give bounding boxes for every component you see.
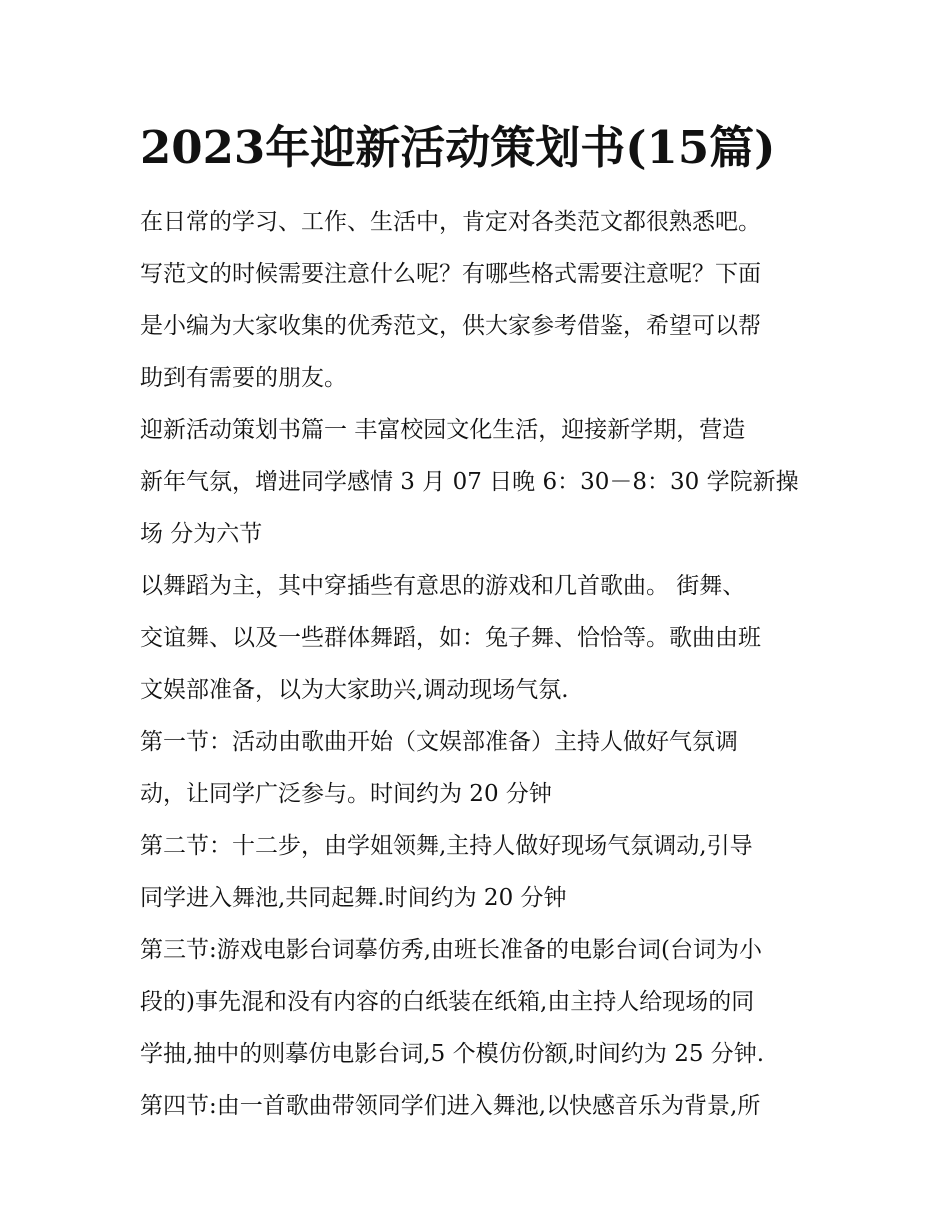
paragraph-part-two: 第二节：十二步，由学姐领舞,主持人做好现场气氛调动,引导 同学进入舞池,共同起舞.时间约为 20 分钟	[140, 833, 753, 911]
paragraph-part-four: 第四节:由一首歌曲带领同学们进入舞池,以快感音乐为背景,所	[140, 1093, 761, 1119]
document-title: 2023年迎新活动策划书(15篇)	[140, 121, 776, 174]
paragraph-part-three: 第三节:游戏电影台词摹仿秀,由班长准备的电影台词(台词为小 段的)事先混和没有内容的白纸装在纸箱,由主持人给现场的同 学抽,抽中的则摹仿电影台词,5 个模仿份额,时间约为 25 分钟.	[140, 937, 765, 1067]
paragraph-section-one: 迎新活动策划书篇一 丰富校园文化生活，迎接新学期，营造 新年气氛，增进同学感情 3 月 07 日晚 6：30－8：30 学院新操 场 分为六节	[140, 417, 799, 547]
document-body	[140, 196, 820, 1132]
paragraph-dance-overview: 以舞蹈为主，其中穿插些有意思的游戏和几首歌曲。 街舞、 交谊舞、以及一些群体舞蹈，如：兔子舞、恰恰等。歌曲由班 文娱部准备，以为大家助兴,调动现场气氛.	[140, 573, 761, 703]
paragraph-intro: 在日常的学习、工作、生活中，肯定对各类范文都很熟悉吧。 写范文的时候需要注意什么呢？有哪些格式需要注意呢？下面 是小编为大家收集的优秀范文，供大家参考借鉴，希望可以帮 助到有需要的朋友。	[140, 209, 761, 391]
paragraph-part-one: 第一节：活动由歌曲开始（文娱部准备）主持人做好气氛调 动，让同学广泛参与。时间约为 20 分钟	[140, 729, 738, 807]
